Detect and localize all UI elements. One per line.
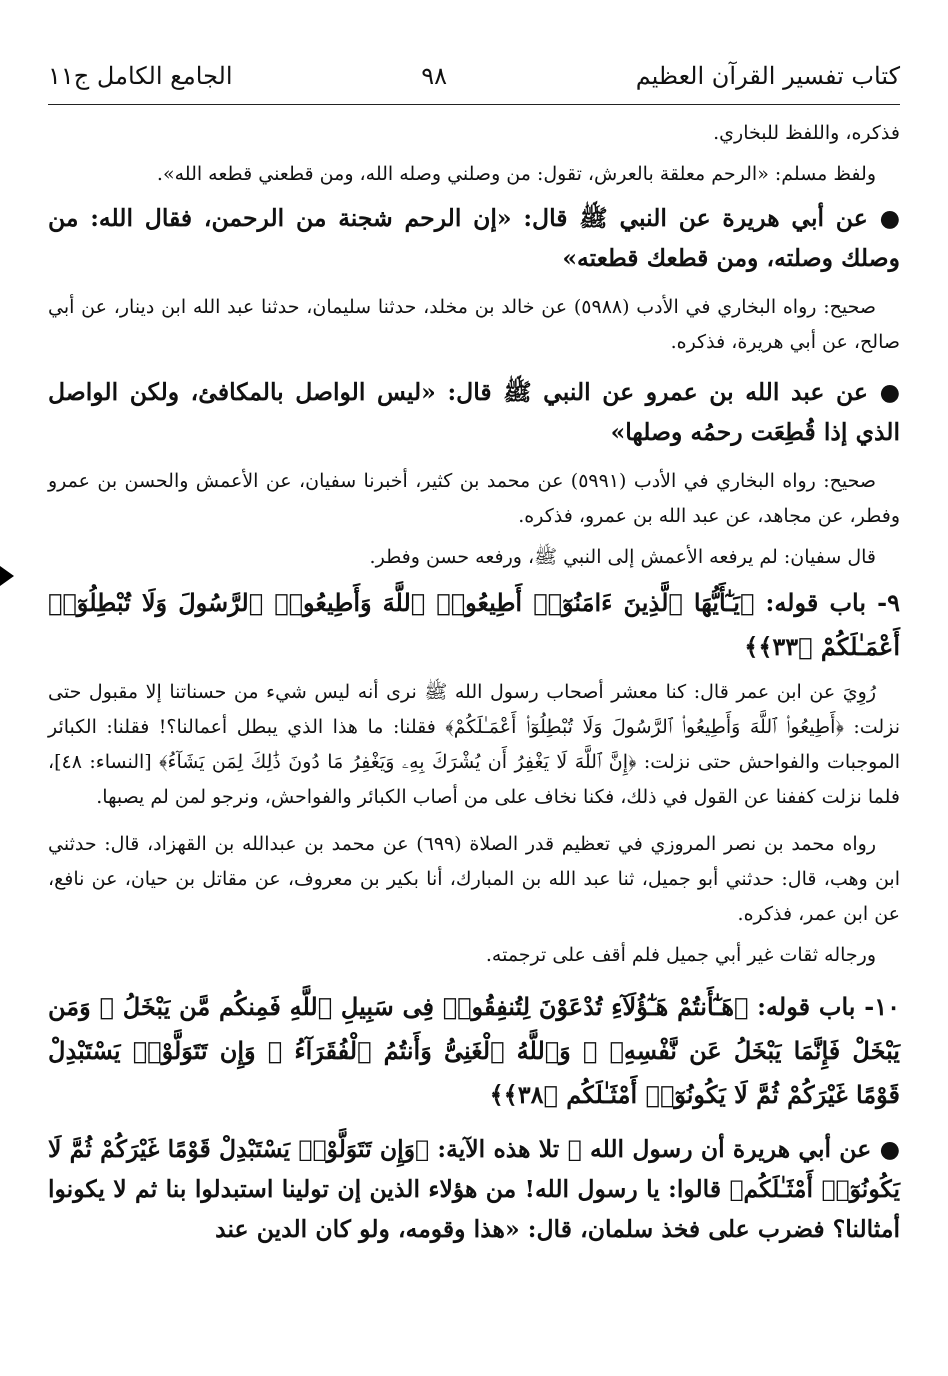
book-title: كتاب تفسير القرآن العظيم xyxy=(635,62,900,90)
hadith-grading: صحيح: رواه البخاري في الأدب (٥٩٩١) عن محمد بن كثير، أخبرنا سفيان، عن الأعمش والحسن بن عمرو وفطر، عن مجاهد، عن عبد الله بن عمرو، فذكره. xyxy=(48,470,900,527)
page-number: ٩٨ xyxy=(421,62,448,90)
paragraph: ورجاله ثقات غير أبي جميل فلم أقف على ترجمته. xyxy=(485,944,876,966)
paragraph: قال سفيان: لم يرفعه الأعمش إلى النبي ﷺ، ورفعه حسن وفطر. xyxy=(369,546,876,568)
hadith-text: ● عن عبد الله بن عمرو عن النبي ﷺ قال: «ليس الواصل بالمكافئ، ولكن الواصل الذي إذا قُطِعَت رحمُه وصلها» xyxy=(48,378,900,446)
paragraph: ولفظ مسلم: «الرحم معلقة بالعرش، تقول: من وصلني وصله الله، ومن قطعني قطعه الله». xyxy=(156,163,876,185)
page-turn-arrow-icon xyxy=(0,566,14,586)
page-body xyxy=(48,116,900,1249)
chapter-heading: ٩- باب قوله: ﴿يَـٰٓأَيُّهَا ٱلَّذِينَ ءَامَنُوٓا۟ أَطِيعُوا۟ ٱللَّهَ وَأَطِيعُوا۟ ٱلرَّسُولَ وَلَا تُبْطِلُوٓا۟ أَعْمَـٰلَكُمْ ﴿٣٣﴾﴾ xyxy=(48,588,900,661)
header-divider xyxy=(48,104,900,105)
hadith-text: ● عن أبي هريرة عن النبي ﷺ قال: «إن الرحم شجنة من الرحمن، فقال الله: من وصلك وصلته، ومن قطعك قطعته» xyxy=(48,204,900,272)
hadith-grading: رواه محمد بن نصر المروزي في تعظيم قدر الصلاة (٦٩٩) عن محمد بن عبدالله بن القهزاد، قال: حدثني ابن وهب، قال: حدثني أبو جميل، ثنا عبد الله بن المبارك، أنا بكير بن معروف، عن مقاتل بن حيان، عن نافع، عن ابن عمر، فذكره. xyxy=(48,833,900,925)
volume-title: الجامع الكامل ج١١ xyxy=(48,62,233,90)
chapter-heading: ١٠- باب قوله: ﴿هَـٰٓأَنتُمْ هَـٰٓؤُلَآءِ تُدْعَوْنَ لِتُنفِقُوا۟ فِى سَبِيلِ ٱللَّهِ فَمِنكُم مَّن يَبْخَلُ ۖ وَمَن يَبْخَلْ فَإِنَّمَا يَبْخَلُ عَن نَّفْسِهِۦ ۚ وَٱللَّهُ ٱلْغَنِىُّ وَأَنتُمُ ٱلْفُقَرَآءُ ۚ وَإِن تَتَوَلَّوْا۟ يَسْتَبْدِلْ قَوْمًا غَيْرَكُمْ ثُمَّ لَا يَكُونُوٓا۟ أَمْثَـٰلَكُم ﴿٣٨﴾﴾ xyxy=(48,992,900,1109)
paragraph: رُوِيَ عن ابن عمر قال: كنا معشر أصحاب رسول الله ﷺ نرى أنه ليس شيء من حسناتنا إلا مقبول حتى نزلت: ﴿أَطِيعُوا۟ ٱللَّهَ وَأَطِيعُوا۟ ٱلرَّسُولَ وَلَا تُبْطِلُوٓا۟ أَعْمَـٰلَكُمْ﴾ فقلنا: ما هذا الذي يبطل أعمالنا؟! فقلنا: الكبائر الموجبات والفواحش حتى نزلت: ﴿إِنَّ ٱللَّهَ لَا يَغْفِرُ أَن يُشْرَكَ بِهِۦ وَيَغْفِرُ مَا دُونَ ذَٰلِكَ لِمَن يَشَآءُ﴾ [النساء: ٤٨]، فلما نزلت كففنا عن القول في ذلك، فكنا نخاف على من أصاب الكبائر والفواحش، ونرجو لمن لم يصبها. xyxy=(48,681,900,808)
hadith-text: ● عن أبي هريرة أن رسول الله ﷺ تلا هذه الآية: ﴿وَإِن تَتَوَلَّوْا۟ يَسْتَبْدِلْ قَوْمًا غَيْرَكُمْ ثُمَّ لَا يَكُونُوٓا۟ أَمْثَـٰلَكُم﴾ قالوا: يا رسول الله! من هؤلاء الذين إن تولينا استبدلوا بنا ثم لا يكونوا أمثالنا؟ فضرب على فخذ سلمان، قال: «هذا وقومه، ولو كان الدين عند xyxy=(48,1135,900,1243)
running-header xyxy=(48,56,900,96)
hadith-grading: صحيح: رواه البخاري في الأدب (٥٩٨٨) عن خالد بن مخلد، حدثنا سليمان، حدثنا عبد الله ابن دينار، عن أبي صالح، عن أبي هريرة، فذكره. xyxy=(48,296,900,353)
paragraph: فذكره، واللفظ للبخاري. xyxy=(713,122,900,144)
